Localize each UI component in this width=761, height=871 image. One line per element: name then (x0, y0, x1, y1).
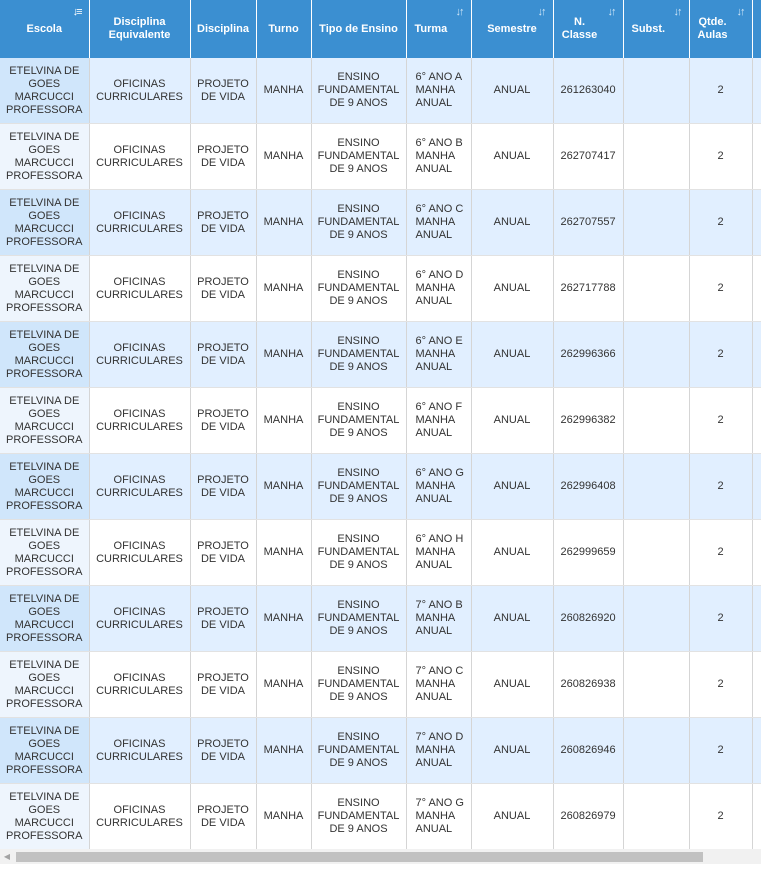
cell-extra (752, 190, 761, 256)
cell-tipo-ensino: ENSINO FUNDAMENTAL DE 9 ANOS (311, 718, 406, 784)
scrollbar-thumb[interactable] (16, 852, 703, 862)
cell-disciplina: PROJETO DE VIDA (190, 454, 256, 520)
cell-turno: MANHA (256, 124, 311, 190)
cell-extra (752, 454, 761, 520)
table-row[interactable] (0, 388, 761, 454)
table-row[interactable] (0, 454, 761, 520)
cell-subst (623, 586, 689, 652)
cell-subst (623, 784, 689, 850)
cell-escola: ETELVINA DE GOES MARCUCCI PROFESSORA (0, 190, 89, 256)
cell-qtde-aulas: 2 (689, 784, 752, 850)
cell-extra (752, 520, 761, 586)
table-body (0, 58, 761, 849)
cell-tipo-ensino: ENSINO FUNDAMENTAL DE 9 ANOS (311, 454, 406, 520)
cell-turno: MANHA (256, 652, 311, 718)
cell-disciplina: PROJETO DE VIDA (190, 388, 256, 454)
cell-semestre: ANUAL (471, 58, 553, 124)
cell-turma: 6° ANO H MANHA ANUAL (406, 520, 471, 586)
cell-qtde-aulas: 2 (689, 718, 752, 784)
cell-disciplina-equivalente: OFICINAS CURRICULARES (89, 718, 190, 784)
cell-turno: MANHA (256, 454, 311, 520)
cell-escola: ETELVINA DE GOES MARCUCCI PROFESSORA (0, 520, 89, 586)
cell-disciplina: PROJETO DE VIDA (190, 190, 256, 256)
cell-turno: MANHA (256, 322, 311, 388)
cell-turno: MANHA (256, 586, 311, 652)
cell-n-classe: 260826979 (553, 784, 623, 850)
cell-n-classe: 260826938 (553, 652, 623, 718)
cell-extra (752, 58, 761, 124)
sort-icon[interactable]: ↓↑ (673, 6, 681, 18)
table-row[interactable] (0, 586, 761, 652)
cell-escola: ETELVINA DE GOES MARCUCCI PROFESSORA (0, 124, 89, 190)
cell-subst (623, 322, 689, 388)
cell-turma: 6° ANO B MANHA ANUAL (406, 124, 471, 190)
cell-extra (752, 652, 761, 718)
cell-disciplina: PROJETO DE VIDA (190, 718, 256, 784)
cell-turno: MANHA (256, 718, 311, 784)
cell-tipo-ensino: ENSINO FUNDAMENTAL DE 9 ANOS (311, 586, 406, 652)
column-header-turno[interactable]: Turno (256, 0, 311, 58)
column-header-tipo-ensino[interactable]: Tipo de Ensino (311, 0, 406, 58)
cell-disciplina-equivalente: OFICINAS CURRICULARES (89, 322, 190, 388)
cell-semestre: ANUAL (471, 652, 553, 718)
cell-qtde-aulas: 2 (689, 388, 752, 454)
cell-qtde-aulas: 2 (689, 124, 752, 190)
cell-disciplina-equivalente: OFICINAS CURRICULARES (89, 256, 190, 322)
column-header-qtde-aulas[interactable]: Qtde. Aulas ↓↑ (689, 0, 752, 58)
cell-extra (752, 124, 761, 190)
cell-semestre: ANUAL (471, 784, 553, 850)
cell-n-classe: 262996382 (553, 388, 623, 454)
cell-semestre: ANUAL (471, 454, 553, 520)
cell-escola: ETELVINA DE GOES MARCUCCI PROFESSORA (0, 454, 89, 520)
cell-disciplina-equivalente: OFICINAS CURRICULARES (89, 784, 190, 850)
table-row[interactable] (0, 652, 761, 718)
cell-escola: ETELVINA DE GOES MARCUCCI PROFESSORA (0, 652, 89, 718)
sort-active-icon[interactable]: ↓≡ (72, 6, 81, 18)
cell-disciplina: PROJETO DE VIDA (190, 58, 256, 124)
cell-tipo-ensino: ENSINO FUNDAMENTAL DE 9 ANOS (311, 190, 406, 256)
cell-qtde-aulas: 2 (689, 586, 752, 652)
table-row[interactable] (0, 520, 761, 586)
cell-subst (623, 520, 689, 586)
cell-subst (623, 256, 689, 322)
table-row[interactable] (0, 190, 761, 256)
cell-turma: 6° ANO G MANHA ANUAL (406, 454, 471, 520)
cell-semestre: ANUAL (471, 190, 553, 256)
cell-tipo-ensino: ENSINO FUNDAMENTAL DE 9 ANOS (311, 58, 406, 124)
cell-n-classe: 262996408 (553, 454, 623, 520)
cell-turma: 7° ANO C MANHA ANUAL (406, 652, 471, 718)
table-row[interactable] (0, 784, 761, 850)
cell-tipo-ensino: ENSINO FUNDAMENTAL DE 9 ANOS (311, 652, 406, 718)
cell-escola: ETELVINA DE GOES MARCUCCI PROFESSORA (0, 58, 89, 124)
cell-subst (623, 124, 689, 190)
cell-qtde-aulas: 2 (689, 652, 752, 718)
cell-semestre: ANUAL (471, 718, 553, 784)
cell-qtde-aulas: 2 (689, 190, 752, 256)
cell-turno: MANHA (256, 520, 311, 586)
cell-turma: 6° ANO F MANHA ANUAL (406, 388, 471, 454)
sort-icon[interactable]: ↓↑ (736, 6, 744, 18)
cell-qtde-aulas: 2 (689, 256, 752, 322)
column-header-disciplina-equivalente[interactable]: Disciplina Equivalente (89, 0, 190, 58)
cell-n-classe: 260826946 (553, 718, 623, 784)
cell-turma: 6° ANO C MANHA ANUAL (406, 190, 471, 256)
cell-subst (623, 718, 689, 784)
cell-qtde-aulas: 2 (689, 58, 752, 124)
cell-extra (752, 322, 761, 388)
cell-extra (752, 718, 761, 784)
table-row[interactable] (0, 58, 761, 124)
table-row[interactable] (0, 256, 761, 322)
scroll-left-arrow-icon[interactable]: ◀ (3, 852, 11, 861)
cell-disciplina-equivalente: OFICINAS CURRICULARES (89, 586, 190, 652)
column-header-semestre[interactable]: Semestre ↓↑ (471, 0, 553, 58)
cell-turno: MANHA (256, 784, 311, 850)
cell-turno: MANHA (256, 58, 311, 124)
cell-tipo-ensino: ENSINO FUNDAMENTAL DE 9 ANOS (311, 784, 406, 850)
column-header-disciplina[interactable]: Disciplina (190, 0, 256, 58)
cell-escola: ETELVINA DE GOES MARCUCCI PROFESSORA (0, 256, 89, 322)
cell-turma: 6° ANO A MANHA ANUAL (406, 58, 471, 124)
cell-n-classe: 260826920 (553, 586, 623, 652)
cell-extra (752, 256, 761, 322)
cell-semestre: ANUAL (471, 322, 553, 388)
cell-turno: MANHA (256, 256, 311, 322)
cell-escola: ETELVINA DE GOES MARCUCCI PROFESSORA (0, 322, 89, 388)
column-header-n-classe[interactable]: N. Classe ↓↑ (553, 0, 623, 58)
cell-n-classe: 261263040 (553, 58, 623, 124)
cell-qtde-aulas: 2 (689, 520, 752, 586)
cell-extra (752, 388, 761, 454)
cell-turno: MANHA (256, 388, 311, 454)
cell-subst (623, 190, 689, 256)
cell-disciplina: PROJETO DE VIDA (190, 520, 256, 586)
cell-n-classe: 262707417 (553, 124, 623, 190)
cell-semestre: ANUAL (471, 586, 553, 652)
table-row[interactable] (0, 124, 761, 190)
cell-semestre: ANUAL (471, 124, 553, 190)
cell-tipo-ensino: ENSINO FUNDAMENTAL DE 9 ANOS (311, 520, 406, 586)
cell-escola: ETELVINA DE GOES MARCUCCI PROFESSORA (0, 388, 89, 454)
cell-qtde-aulas: 2 (689, 322, 752, 388)
cell-disciplina: PROJETO DE VIDA (190, 586, 256, 652)
cell-tipo-ensino: ENSINO FUNDAMENTAL DE 9 ANOS (311, 388, 406, 454)
cell-disciplina-equivalente: OFICINAS CURRICULARES (89, 652, 190, 718)
cell-subst (623, 58, 689, 124)
cell-turma: 7° ANO B MANHA ANUAL (406, 586, 471, 652)
cell-tipo-ensino: ENSINO FUNDAMENTAL DE 9 ANOS (311, 322, 406, 388)
cell-turma: 7° ANO D MANHA ANUAL (406, 718, 471, 784)
table-header-row (0, 0, 761, 58)
cell-qtde-aulas: 2 (689, 454, 752, 520)
cell-subst (623, 652, 689, 718)
cell-turma: 7° ANO G MANHA ANUAL (406, 784, 471, 850)
cell-tipo-ensino: ENSINO FUNDAMENTAL DE 9 ANOS (311, 256, 406, 322)
cell-disciplina-equivalente: OFICINAS CURRICULARES (89, 388, 190, 454)
cell-semestre: ANUAL (471, 520, 553, 586)
cell-extra (752, 586, 761, 652)
sort-icon[interactable]: ↓↑ (455, 6, 463, 18)
cell-subst (623, 454, 689, 520)
cell-n-classe: 262996366 (553, 322, 623, 388)
cell-disciplina-equivalente: OFICINAS CURRICULARES (89, 520, 190, 586)
cell-escola: ETELVINA DE GOES MARCUCCI PROFESSORA (0, 718, 89, 784)
cell-n-classe: 262999659 (553, 520, 623, 586)
cell-disciplina-equivalente: OFICINAS CURRICULARES (89, 454, 190, 520)
cell-tipo-ensino: ENSINO FUNDAMENTAL DE 9 ANOS (311, 124, 406, 190)
cell-turno: MANHA (256, 190, 311, 256)
horizontal-scrollbar[interactable] (0, 849, 761, 864)
cell-semestre: ANUAL (471, 388, 553, 454)
cell-disciplina: PROJETO DE VIDA (190, 256, 256, 322)
column-header-extra (752, 0, 761, 58)
sort-icon[interactable]: ↓↑ (537, 6, 545, 18)
cell-disciplina-equivalente: OFICINAS CURRICULARES (89, 190, 190, 256)
cell-semestre: ANUAL (471, 256, 553, 322)
cell-disciplina: PROJETO DE VIDA (190, 322, 256, 388)
cell-disciplina-equivalente: OFICINAS CURRICULARES (89, 58, 190, 124)
cell-n-classe: 262717788 (553, 256, 623, 322)
cell-escola: ETELVINA DE GOES MARCUCCI PROFESSORA (0, 586, 89, 652)
cell-subst (623, 388, 689, 454)
cell-escola: ETELVINA DE GOES MARCUCCI PROFESSORA (0, 784, 89, 850)
cell-turma: 6° ANO D MANHA ANUAL (406, 256, 471, 322)
cell-turma: 6° ANO E MANHA ANUAL (406, 322, 471, 388)
column-header-escola[interactable]: Escola ↓≡ (0, 0, 89, 58)
cell-disciplina: PROJETO DE VIDA (190, 124, 256, 190)
cell-disciplina: PROJETO DE VIDA (190, 652, 256, 718)
cell-disciplina-equivalente: OFICINAS CURRICULARES (89, 124, 190, 190)
cell-disciplina: PROJETO DE VIDA (190, 784, 256, 850)
column-header-turma[interactable]: Turma ↓↑ (406, 0, 471, 58)
table-row[interactable] (0, 718, 761, 784)
sort-icon[interactable]: ↓↑ (607, 6, 615, 18)
table-row[interactable] (0, 322, 761, 388)
column-header-subst[interactable]: Subst. ↓↑ (623, 0, 689, 58)
cell-n-classe: 262707557 (553, 190, 623, 256)
cell-extra (752, 784, 761, 850)
